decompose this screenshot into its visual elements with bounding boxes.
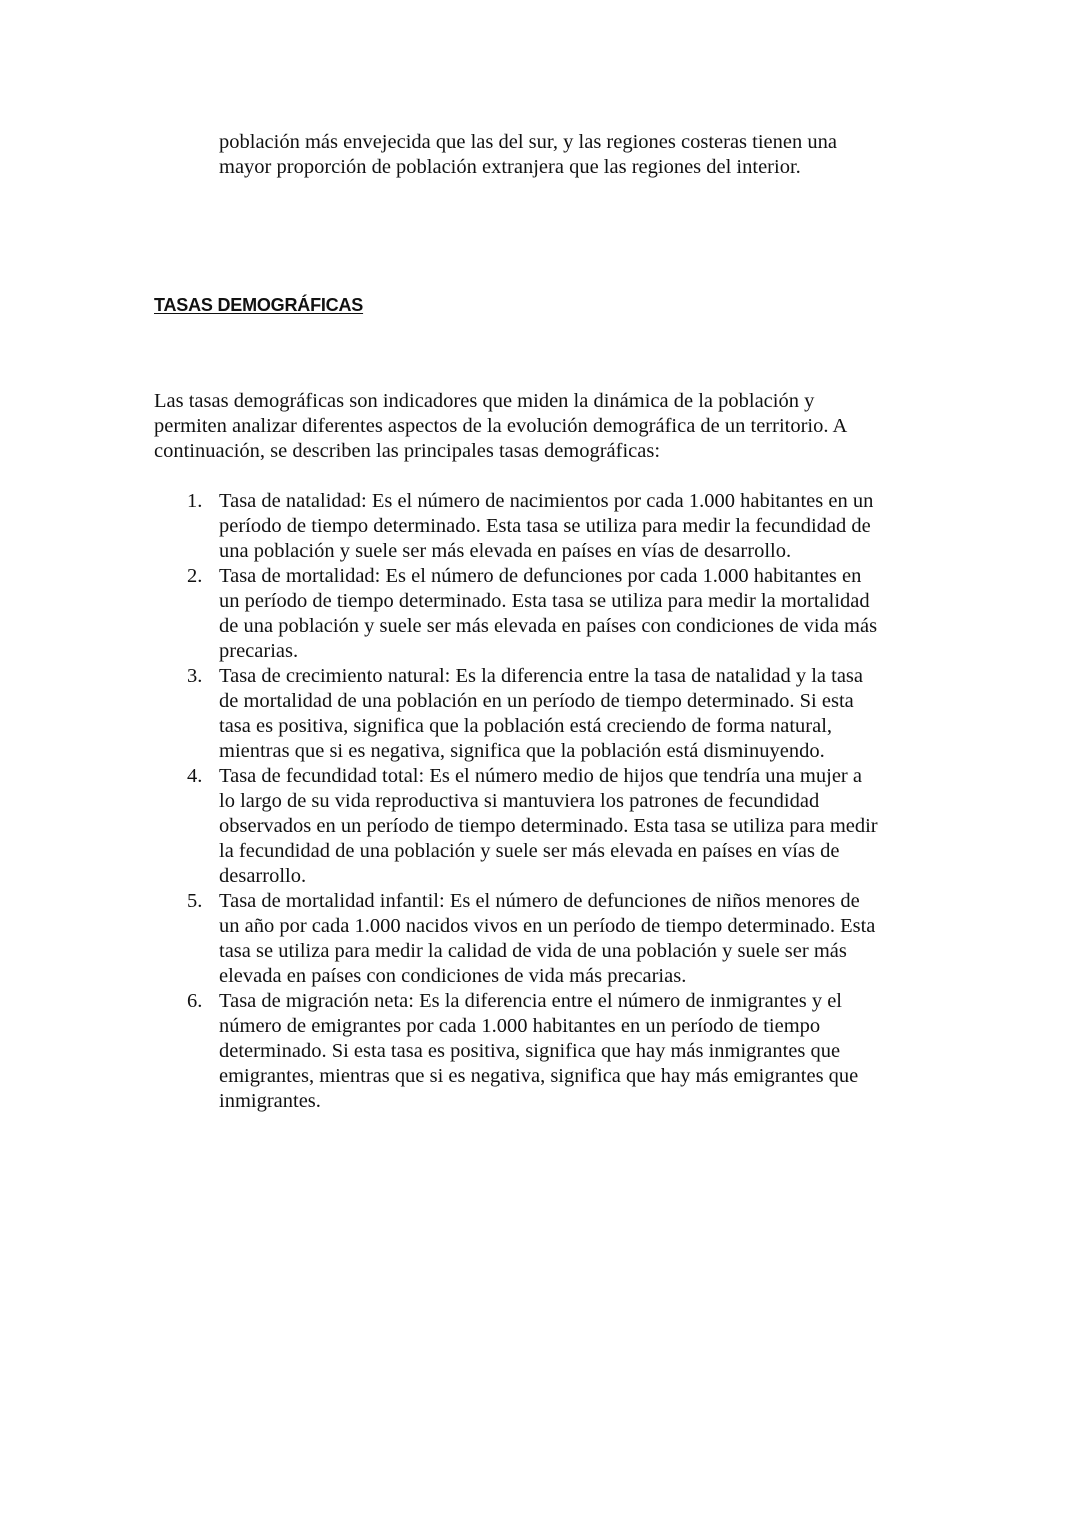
text-line: mientras que si es negativa, significa que la población está disminuyendo. — [219, 740, 825, 762]
text-line: de mortalidad de una población en un período de tiempo determinado. Si esta — [219, 690, 854, 712]
text-line: continuación, se describen las principales tasas demográficas: — [154, 440, 661, 462]
list-item-number: 2. — [187, 565, 203, 587]
text-line: Tasa de migración neta: Es la diferencia entre el número de inmigrantes y el — [219, 990, 842, 1012]
text-line: un año por cada 1.000 nacidos vivos en un período de tiempo determinado. Esta — [219, 915, 876, 937]
list-item-number: 3. — [187, 665, 203, 687]
text-line: Tasa de fecundidad total: Es el número medio de hijos que tendría una mujer a — [219, 765, 862, 787]
list-item — [154, 989, 934, 1114]
text-line: de una población y suele ser más elevada en países con condiciones de vida más — [219, 615, 878, 637]
section-heading: TASAS DEMOGRÁFICAS — [154, 295, 364, 315]
text-line: Las tasas demográficas son indicadores que miden la dinámica de la población y — [154, 390, 815, 412]
text-line: mayor proporción de población extranjera que las regiones del interior. — [219, 156, 801, 178]
text-line: la fecundidad de una población y suele ser más elevada en países en vías de — [219, 840, 840, 862]
list-item — [154, 889, 934, 989]
list-item — [154, 564, 934, 664]
text-line: inmigrantes. — [219, 1090, 321, 1112]
continuation-paragraph — [219, 130, 919, 180]
text-line: desarrollo. — [219, 865, 307, 887]
text-line: tasa es positiva, significa que la población está creciendo de forma natural, — [219, 715, 833, 737]
text-line: lo largo de su vida reproductiva si mantuviera los patrones de fecundidad — [219, 790, 820, 812]
text-line: tasa se utiliza para medir la calidad de vida de una población y suele ser más — [219, 940, 847, 962]
list-item — [154, 664, 934, 764]
text-line: un período de tiempo determinado. Esta tasa se utiliza para medir la mortalidad — [219, 590, 870, 612]
text-line: permiten analizar diferentes aspectos de la evolución demográfica de un territorio. A — [154, 415, 848, 437]
text-line: Tasa de natalidad: Es el número de nacimientos por cada 1.000 habitantes en un — [219, 490, 874, 512]
text-line: Tasa de mortalidad: Es el número de defunciones por cada 1.000 habitantes en — [219, 565, 862, 587]
text-line: emigrantes, mientras que si es negativa, significa que hay más emigrantes que — [219, 1065, 859, 1087]
text-line: número de emigrantes por cada 1.000 habitantes en un período de tiempo — [219, 1015, 821, 1037]
list-item-number: 4. — [187, 765, 203, 787]
rates-list — [154, 489, 934, 1114]
text-line: determinado. Si esta tasa es positiva, significa que hay más inmigrantes que — [219, 1040, 841, 1062]
text-line: período de tiempo determinado. Esta tasa se utiliza para medir la fecundidad de — [219, 515, 871, 537]
intro-paragraph — [154, 389, 914, 464]
text-line: Tasa de mortalidad infantil: Es el número de defunciones de niños menores de — [219, 890, 860, 912]
list-item-number: 1. — [187, 490, 203, 512]
list-item-number: 6. — [187, 990, 203, 1012]
text-line: población más envejecida que las del sur, y las regiones costeras tienen una — [219, 131, 837, 153]
list-item — [154, 764, 934, 889]
text-line: Tasa de crecimiento natural: Es la diferencia entre la tasa de natalidad y la tasa — [219, 665, 863, 687]
list-item-number: 5. — [187, 890, 203, 912]
text-line: elevada en países con condiciones de vida más precarias. — [219, 965, 687, 987]
text-line: observados en un período de tiempo determinado. Esta tasa se utiliza para medir — [219, 815, 878, 837]
text-line: una población y suele ser más elevada en países en vías de desarrollo. — [219, 540, 792, 562]
list-item — [154, 489, 934, 564]
text-line: precarias. — [219, 640, 299, 662]
